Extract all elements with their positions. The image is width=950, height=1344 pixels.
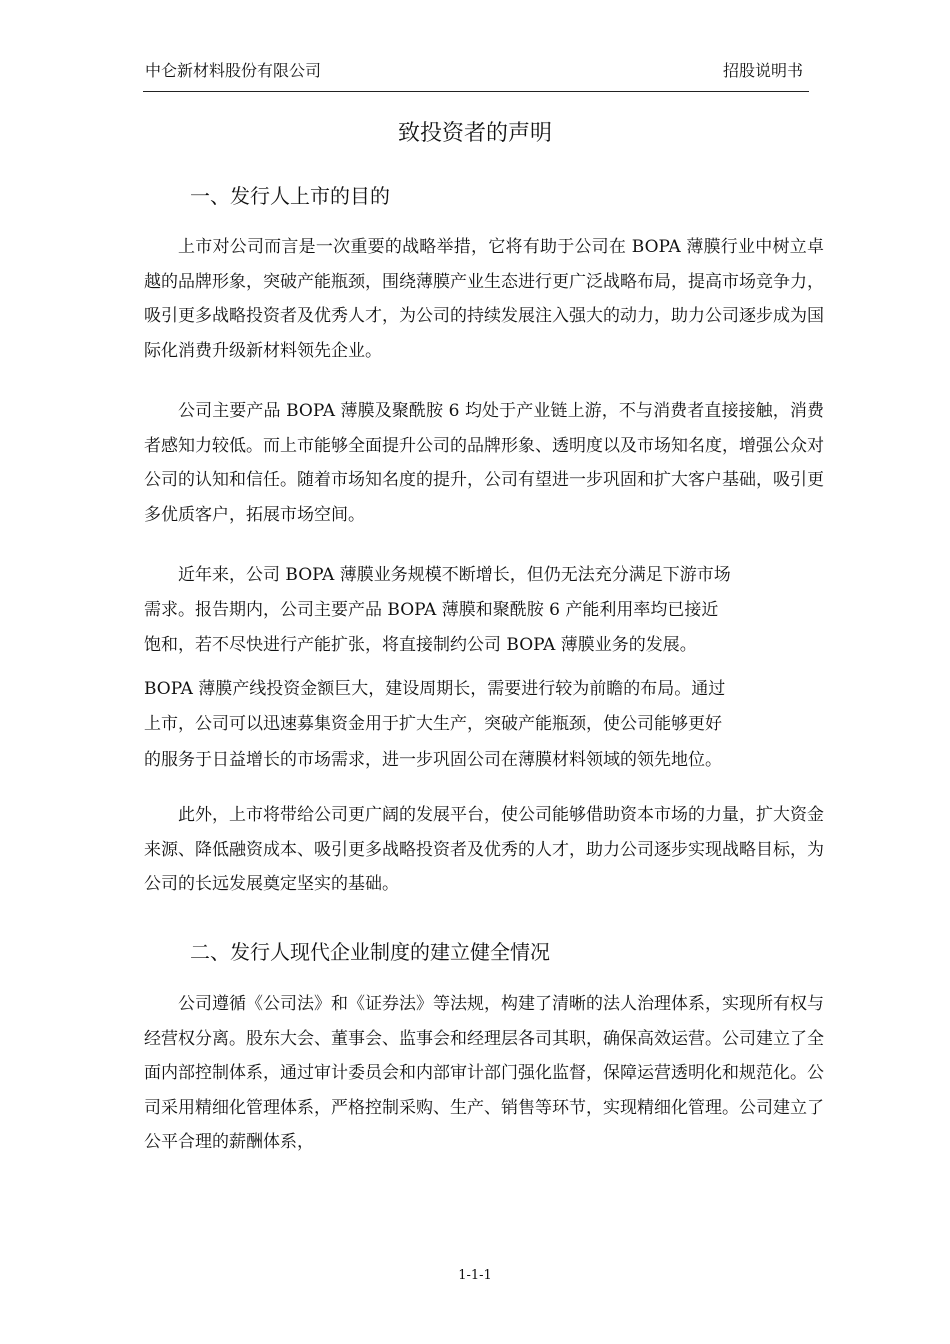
paragraph-line: BOPA 薄膜产线投资金额巨大，建设周期长，需要进行较为前瞻的布局。通过 bbox=[144, 679, 726, 699]
page-title: 致投资者的声明 bbox=[397, 121, 552, 146]
header-document-type: 招股说明书 bbox=[723, 61, 804, 80]
paragraph-line: 需求。报告期内，公司主要产品 BOPA 薄膜和聚酰胺 6 产能利用率均已接近 bbox=[144, 600, 719, 620]
header-company-name: 中仑新材料股份有限公司 bbox=[145, 61, 322, 80]
paragraph-corporate-governance-1: 公司遵循《公司法》和《证券法》等法规，构建了清晰的法人治理体系，实现所有权与经营权分离。股东大会、董事会、监事会和经理层各司其职，确保高效运营。公司建立了全面内部控制体系，通过审计委员会和内部审计部门强化监督，保障运营透明化和规范化。公司采用精细化管理体系，严格控制采购、生产、销售等环节，实现精细化管理。公司建立了公平合理的薪酬体系， bbox=[144, 994, 824, 1152]
paragraph-line: 上市，公司可以迅速募集资金用于扩大生产，突破产能瓶颈，使公司能够更好 bbox=[144, 714, 722, 734]
paragraph-listing-purpose-4: 此外，上市将带给公司更广阔的发展平台，使公司能够借助资本市场的力量，扩大资金来源、降低融资成本、吸引更多战略投资者及优秀的人才，助力公司逐步实现战略目标，为公司的长远发展奠定坚实的基础。 bbox=[144, 805, 824, 894]
paragraph-line: 的服务于日益增长的市场需求，进一步巩固公司在薄膜材料领域的领先地位。 bbox=[144, 750, 722, 770]
paragraph-line: 饱和，若不尽快进行产能扩张，将直接制约公司 BOPA 薄膜业务的发展。 bbox=[144, 635, 697, 655]
paragraph-line: 近年来，公司 BOPA 薄膜业务规模不断增长，但仍无法充分满足下游市场 bbox=[178, 565, 731, 585]
page-number: 1-1-1 bbox=[458, 1268, 492, 1283]
paragraph-listing-purpose-1: 上市对公司而言是一次重要的战略举措，它将有助于公司在 BOPA 薄膜行业中树立卓越的品牌形象，突破产能瓶颈，围绕薄膜产业生态进行更广泛战略布局，提高市场竞争力，吸引更多战略投资者及优秀人才，为公司的持续发展注入强大的动力，助力公司逐步成为国际化消费升级新材料领先企业。 bbox=[144, 237, 824, 361]
section-heading-corporate-governance: 二、发行人现代企业制度的建立健全情况 bbox=[190, 940, 550, 964]
paragraph-listing-purpose-2: 公司主要产品 BOPA 薄膜及聚酰胺 6 均处于产业链上游，不与消费者直接接触，消费者感知力较低。而上市能够全面提升公司的品牌形象、透明度以及市场知名度，增强公众对公司的认知和信任。随着市场知名度的提升，公司有望进一步巩固和扩大客户基础，吸引更多优质客户，拓展市场空间。 bbox=[144, 401, 824, 525]
header-divider bbox=[143, 91, 809, 92]
section-heading-listing-purpose: 一、发行人上市的目的 bbox=[190, 184, 390, 208]
